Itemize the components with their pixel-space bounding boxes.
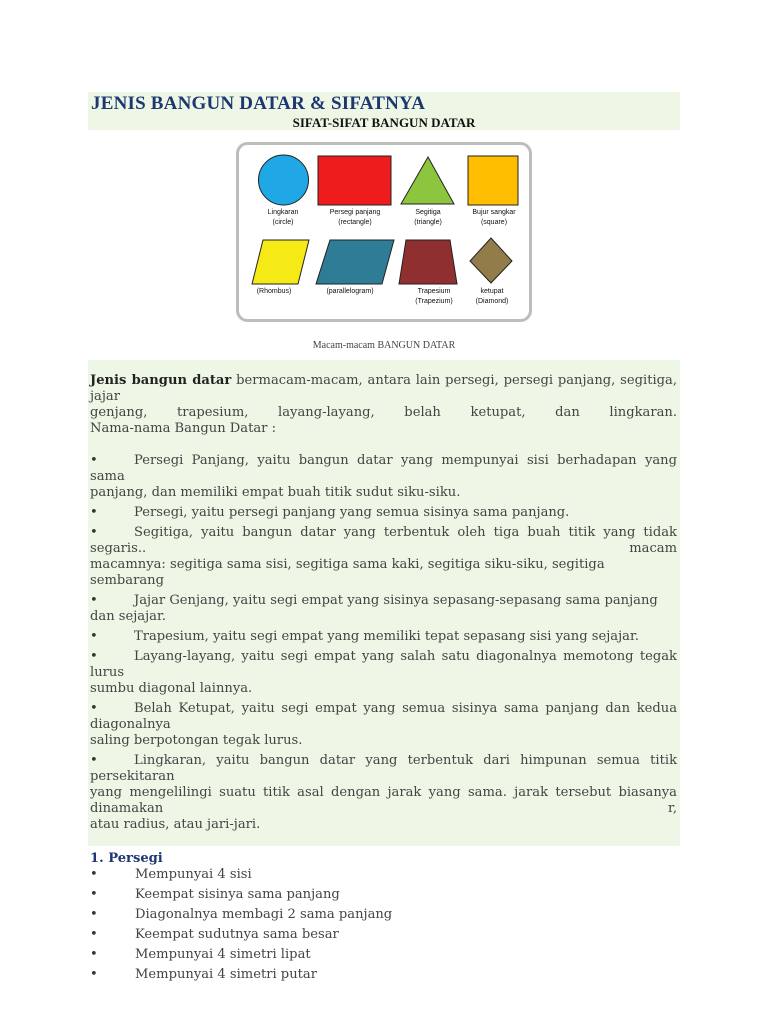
bullet-line-1: Persegi Panjang, yaitu bangun datar yang mempunyai sisi berhadapan yang sama [90,453,677,484]
bullet-line-2: yang mengelilingi suatu titik asal dengan jarak yang sama. jarak tersebut biasanya dinamakan r, [90,785,677,816]
parallelogram-shape [316,240,394,284]
shape-label-parallelogram: (parallelogram) [326,288,374,295]
list-item [90,887,677,903]
bullet-dot: • [90,593,98,608]
list-item [90,967,677,983]
intro-line-2: genjang, trapesium, layang-layang, belah ketupat, dan lingkaran. [90,405,677,420]
bullet-line-1: Persegi, yaitu persegi panjang yang semua sisinya sama panjang. [134,505,570,520]
shape-label-diamond-en: (Diamond) [475,298,509,305]
shape-label-rhombus: (Rhombus) [256,288,292,295]
bullet-item [90,753,677,833]
bullet-item [90,505,677,521]
bullet-line-2: sumbu diagonal lainnya. [90,681,253,696]
list-item [90,907,677,923]
bullet-line-1: Belah Ketupat, yaitu segi empat yang semua sisinya sama panjang dan kedua diagonalnya [90,701,677,732]
bullet-item [90,593,677,625]
bullet-line-1: Trapesium, yaitu segi empat yang memiliki tepat sepasang sisi yang sejajar. [134,629,639,644]
bullet-dot: • [90,927,98,942]
bullet-dot: • [90,649,98,664]
bullet-line-3: atau radius, atau jari-jari. [90,817,261,832]
shape-label-rectangle: Persegi panjang [329,209,381,216]
shape-label-rectangle-en: (rectangle) [338,219,372,226]
list-item-text: Keempat sisinya sama panjang [135,887,340,902]
shape-label-circle-en: (circle) [272,219,294,226]
circle-shape [259,155,309,205]
intro-lead: Jenis bangun datar [90,373,232,388]
bullet-dot: • [90,887,98,902]
bullet-dot: • [90,753,98,768]
figure-caption: Macam-macam BANGUN DATAR [312,340,456,351]
bullet-item [90,649,677,697]
bullet-item [90,629,677,645]
page-title: JENIS BANGUN DATAR & SIFATNYA [91,93,426,114]
list-item-text: Mempunyai 4 sisi [135,867,252,882]
bullet-line-1: Lingkaran, yaitu bangun datar yang terbentuk dari himpunan semua titik persekitaran [90,753,677,784]
bullet-item [90,525,677,589]
intro-line-3: Nama-nama Bangun Datar : [90,421,277,436]
trapezium-shape [399,240,457,284]
bullet-line-2: panjang, dan memiliki empat buah titik sudut siku-siku. [90,485,461,500]
bullet-line-1: Jajar Genjang, yaitu segi empat yang sisinya sepasang-sepasang sama panjang dan sejajar. [90,593,658,624]
rectangle-shape [318,156,391,205]
bullet-line-2: macamnya: segitiga sama sisi, segitiga sama kaki, segitiga siku-siku, segitiga sembarang [90,557,605,588]
list-item-text: Mempunyai 4 simetri lipat [135,947,311,962]
bullet-item [90,453,677,501]
page-subtitle: SIFAT-SIFAT BANGUN DATAR [292,115,476,130]
intro-line-1: bermacam-macam, antara lain persegi, persegi panjang, segitiga, jajar [90,373,678,404]
list-item-text: Diagonalnya membagi 2 sama panjang [135,907,393,922]
bullet-line-2: saling berpotongan tegak lurus. [90,733,303,748]
shape-label-square: Bujur sangkar [472,209,516,216]
list-item [90,867,677,883]
bullet-line-1: Segitiga, yaitu bangun datar yang terbentuk oleh tiga buah titik yang tidak segaris.. macam [90,525,677,556]
shape-label-triangle: Segitiga [415,209,441,216]
article-body [90,373,677,987]
list-item-text: Keempat sudutnya sama besar [135,927,339,942]
bullet-dot: • [90,967,98,982]
shape-label-triangle-en: (triangle) [414,219,442,226]
bullet-item [90,701,677,749]
shape-label-trapezium: Trapesium [417,288,451,295]
shape-label-square-en: (square) [480,219,508,226]
bullet-line-1: Layang-layang, yaitu segi empat yang salah satu diagonalnya memotong tegak lurus [90,649,677,680]
bullet-dot: • [90,505,98,520]
square-shape [468,156,518,205]
bullet-dot: • [90,947,98,962]
shape-label-circle: Lingkaran [267,209,299,216]
bullet-dot: • [90,525,98,540]
shape-label-trapezium-en: (Trapezium) [415,298,453,305]
bullet-dot: • [90,453,98,468]
bullet-dot: • [90,629,98,644]
shape-label-diamond: ketupat [480,288,504,295]
shapes-figure [236,142,532,322]
bullet-dot: • [90,907,98,922]
list-item [90,947,677,963]
list-item-text: Mempunyai 4 simetri putar [135,967,317,982]
bullet-dot: • [90,701,98,716]
intro-paragraph [90,373,677,405]
section-heading: 1. Persegi [90,851,163,866]
list-item [90,927,677,943]
bullet-dot: • [90,867,98,882]
